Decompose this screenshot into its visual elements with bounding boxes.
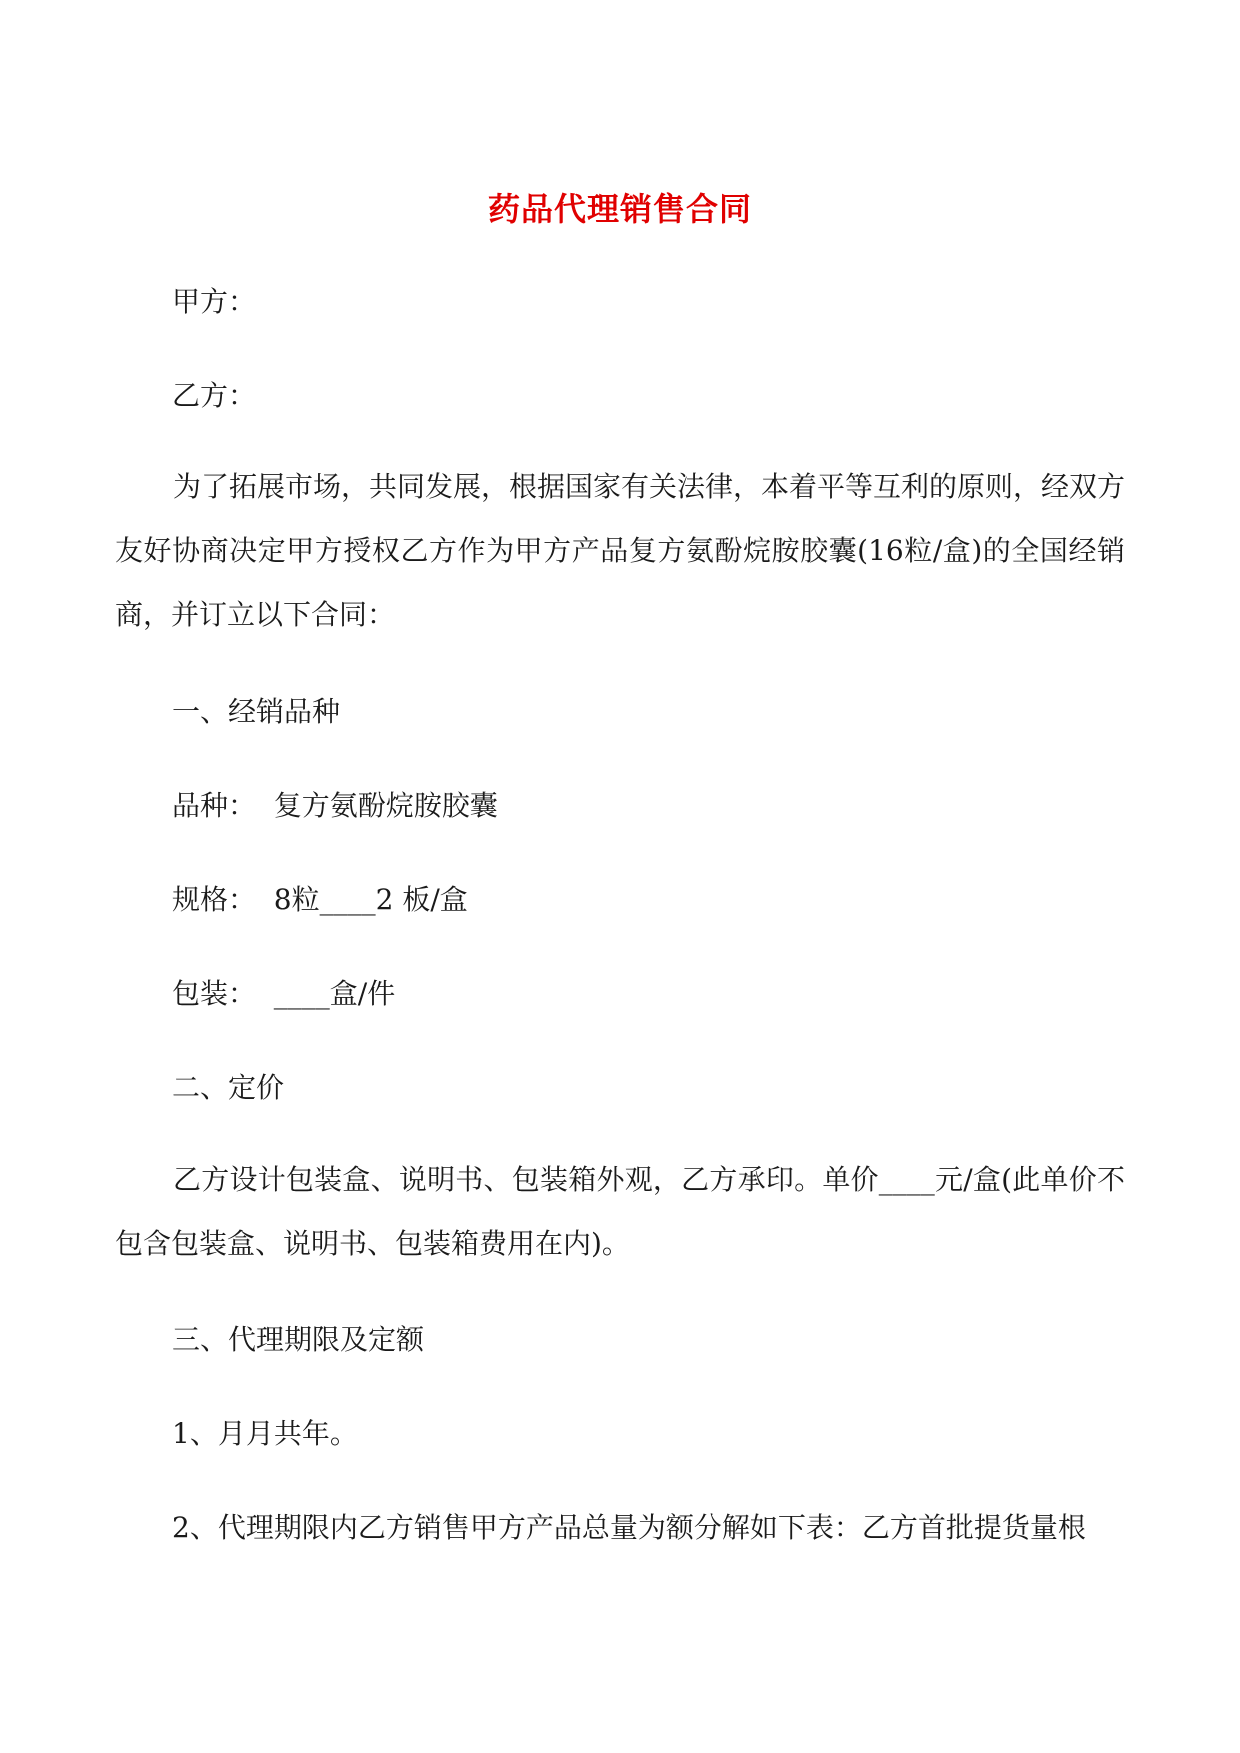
section-1-heading: 一、经销品种 xyxy=(172,695,341,728)
document-title: 药品代理销售合同 xyxy=(487,190,752,228)
term-item-1: 1、月月共年。 xyxy=(172,1417,358,1450)
party-a-label: 甲方： xyxy=(172,285,257,318)
intro-paragraph: 为了拓展市场，共同发展，根据国家有关法律，本着平等互利的原则，经双方友好协商决定甲方授权乙方作为甲方产品复方氨酚烷胺胶囊(16粒/盒)的全国经销商，并订立以下合同： xyxy=(115,470,1126,631)
term-item-2: 2、代理期限内乙方销售甲方产品总量为额分解如下表：乙方首批提货量根 xyxy=(172,1511,1086,1544)
variety-line: 品种： 复方氨酚烷胺胶囊 xyxy=(172,789,498,822)
packaging-line: 包装： ____盒/件 xyxy=(172,977,396,1010)
section-3-heading: 三、代理期限及定额 xyxy=(172,1323,425,1356)
pricing-paragraph: 乙方设计包装盒、说明书、包装箱外观，乙方承印。单价____元/盒(此单价不包含包装盒、说明书、包装箱费用在内)。 xyxy=(115,1163,1125,1260)
party-b-label: 乙方： xyxy=(172,379,257,412)
spec-line: 规格： 8粒____2 板/盒 xyxy=(172,883,468,916)
section-2-heading: 二、定价 xyxy=(172,1071,285,1104)
